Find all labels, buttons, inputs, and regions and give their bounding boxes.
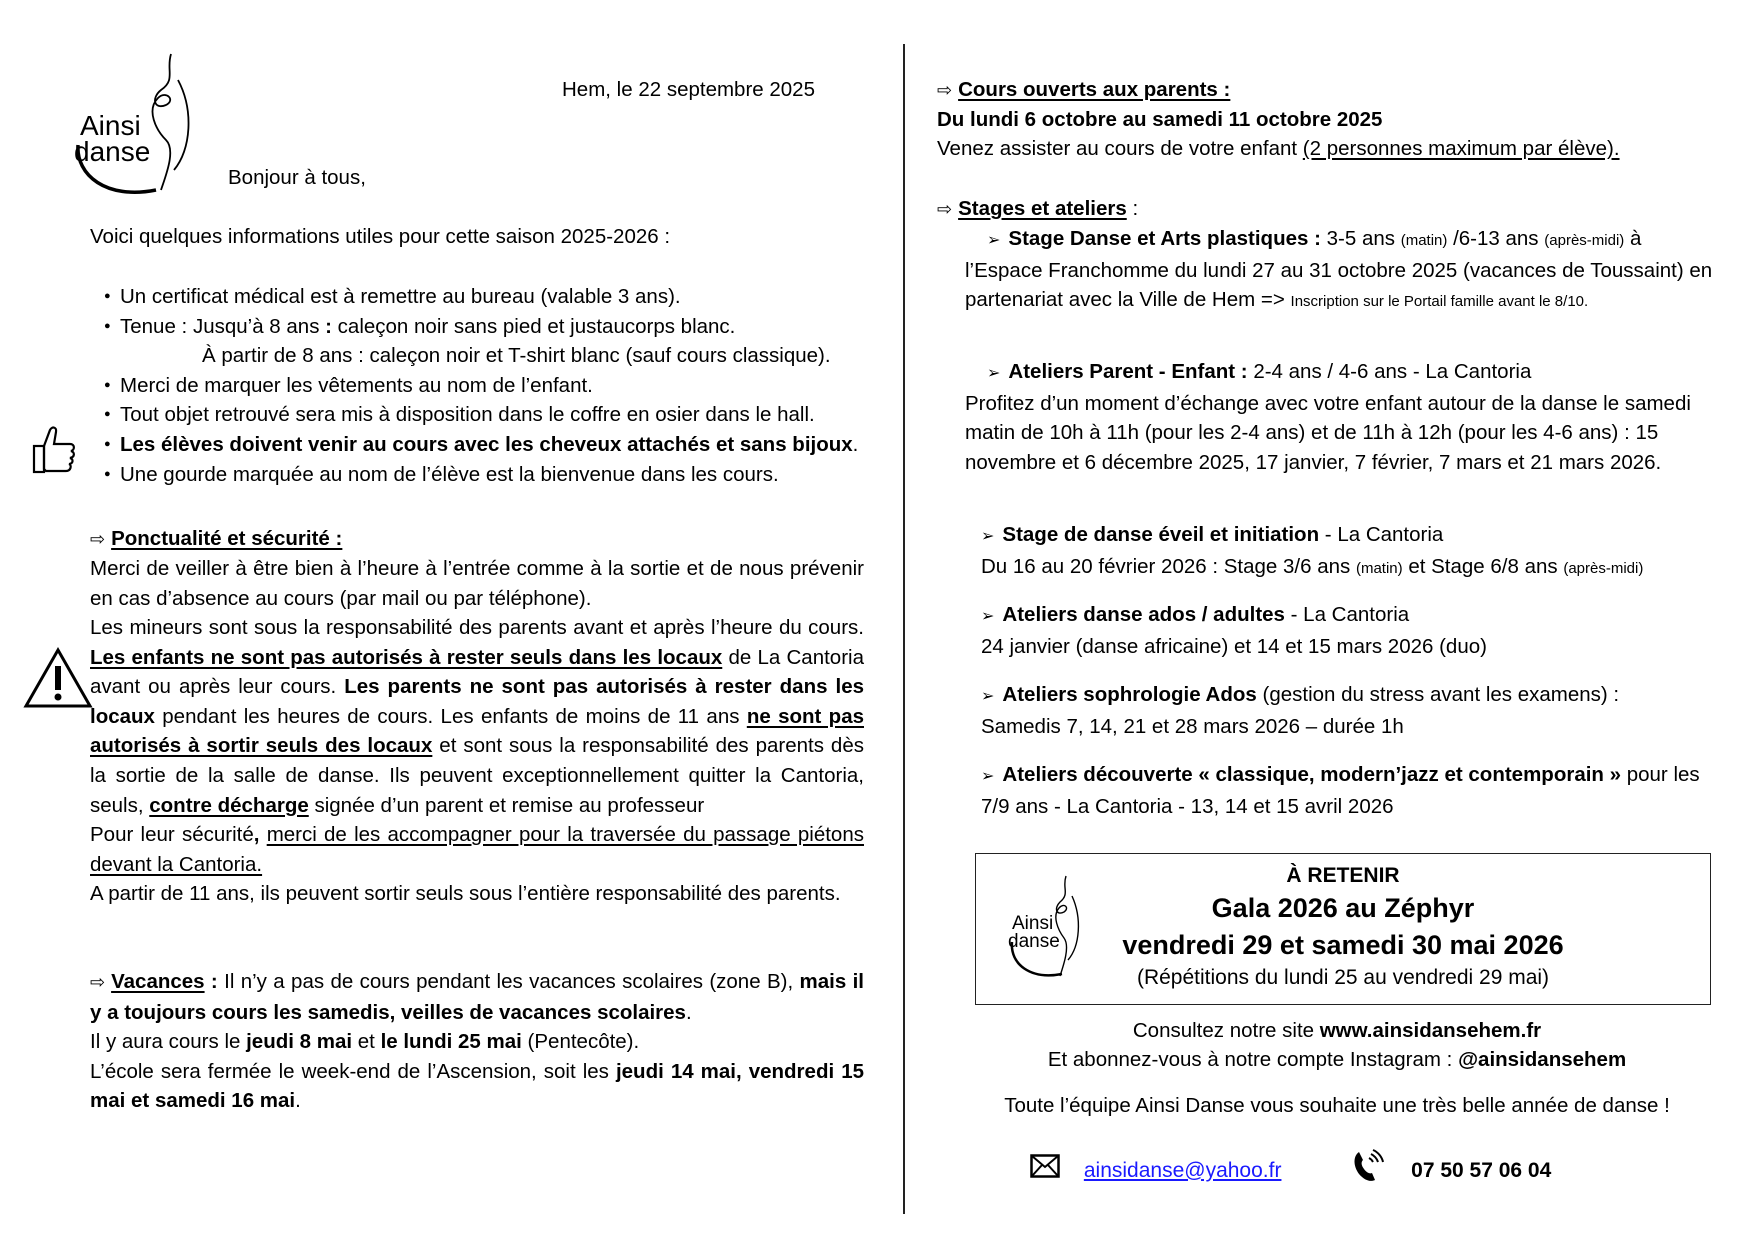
ateliers-sophrologie: ➢ Ateliers sophrologie Ados (gestion du stress avant les examens) : Samedis 7, 14, 21 et 28 mars 2026 – durée 1h — [981, 683, 1620, 738]
email-link[interactable]: ainsidanse@yahoo.fr — [1083, 1158, 1282, 1182]
cours-ouverts-dates: Du lundi 6 octobre au samedi 11 octobre 2025 — [937, 108, 1383, 131]
bullet-tenue-line2: À partir de 8 ans : caleçon noir et T-shirt blanc (sauf cours classique). — [202, 344, 831, 368]
stage-danse-arts: ➢ Stage Danse et Arts plastiques : 3-5 ans (matin) /6-13 ans (après-midi) à l’Espace Franchomme du lundi 27 au 31 octobre 2025 (vacances de Toussaint) en partenariat avec la Ville de Hem => Inscription sur le Portail famille avant le 8/10. — [965, 227, 1713, 312]
greeting: Bonjour à tous, — [228, 166, 366, 189]
footer-wishes: Toute l’équipe Ainsi Danse vous souhaite une très belle année de danse ! — [1004, 1094, 1670, 1117]
bullet-vetements: ● Merci de marquer les vêtements au nom de l’enfant. — [104, 371, 874, 401]
small-logo: Ainsi danse — [1004, 872, 1094, 982]
ateliers-parent-enfant: ➢ Ateliers Parent - Enfant : 2-4 ans / 4-6 ans - La Cantoria Profitez d’un moment d’échange avec votre enfant autour de la danse le samedi matin de 10h à 11h (pour les 2-4 ans) et de 11h à 12h (pour les 4-6 ans) : 15 novembre et 6 décembre 2025, 17 janvier, 7 février, 7 mars et 21 mars 2026. — [965, 360, 1691, 474]
letter-date: Hem, le 22 septembre 2025 — [562, 78, 815, 101]
vacances-section: ⇨ Vacances : Il n’y a pas de cours pendant les vacances scolaires (zone B), mais il y a toujours cours les samedis, veilles de vacances scolaires. Il y aura cours le jeudi 8 mai et le lundi 25 mai (Pentecôte). L’école sera fermée le week-end de l’Ascension, soit les jeudi 14 mai, vendredi 15 mai et samedi 16 mai. — [90, 970, 864, 1113]
logo-text-danse: danse — [74, 136, 151, 167]
warning-icon — [22, 646, 94, 715]
triangle-bullet-icon: ➢ — [981, 688, 995, 705]
stage-eveil-initiation: ➢ Stage de danse éveil et initiation - La Cantoria Du 16 au 20 février 2026 : Stage 3/6 ans (matin) et Stage 6/8 ans (après-midi) — [981, 523, 1644, 578]
cours-ouverts-text: Venez assister au cours de votre enfant (2 personnes maximum par élève). — [937, 137, 1620, 160]
envelope-icon — [1030, 1154, 1060, 1188]
triangle-bullet-icon: ➢ — [987, 365, 1001, 382]
arrow-icon: ⇨ — [90, 972, 106, 992]
column-divider — [903, 44, 905, 1214]
arrow-icon: ⇨ — [90, 529, 106, 549]
triangle-bullet-icon: ➢ — [987, 232, 1001, 249]
logo-text-ainsi: Ainsi — [80, 110, 141, 141]
gala-dates: vendredi 29 et samedi 30 mai 2026 — [1122, 930, 1564, 960]
phone-icon — [1351, 1148, 1385, 1194]
bullet-cheveux: ● Les élèves doivent venir au cours avec les cheveux attachés et sans bijoux. — [104, 430, 874, 460]
securite-p1: Merci de veiller à être bien à l’heure à l’entrée comme à la sortie et de nous prévenir en cas d’absence au cours (par mail ou par téléphone). — [90, 557, 864, 610]
instagram-handle[interactable]: @ainsidansehem — [1458, 1048, 1627, 1071]
thumbs-up-icon — [30, 424, 78, 481]
securite-heading: ⇨ Ponctualité et sécurité : — [90, 527, 343, 550]
ateliers-ados-adultes: ➢ Ateliers danse ados / adultes - La Cantoria 24 janvier (danse africaine) et 14 et 15 mars 2026 (duo) — [981, 603, 1487, 658]
bullet-objets: ● Tout objet retrouvé sera mis à disposition dans le coffre en osier dans le hall. — [104, 400, 874, 430]
intro-text: Voici quelques informations utiles pour cette saison 2025-2026 : — [90, 225, 671, 248]
triangle-bullet-icon: ➢ — [981, 768, 995, 785]
arrow-icon: ⇨ — [937, 80, 953, 100]
retenir-title: À RETENIR — [1286, 864, 1400, 887]
bullet-tenue: ● Tenue : Jusqu’à 8 ans : caleçon noir sans pied et justaucorps blanc. — [104, 312, 874, 342]
triangle-bullet-icon: ➢ — [981, 528, 995, 545]
bullet-certificat: ● Un certificat médical est à remettre au bureau (valable 3 ans). — [104, 282, 874, 312]
cours-ouverts-heading: ⇨ Cours ouverts aux parents : — [937, 78, 1231, 101]
ateliers-decouverte: ➢ Ateliers découverte « classique, modern’jazz et contemporain » pour les 7/9 ans - La Cantoria - 13, 14 et 15 avril 2026 — [981, 763, 1700, 818]
ainsi-danse-logo — [66, 50, 206, 200]
website-link[interactable]: www.ainsidansehem.fr — [1319, 1019, 1542, 1042]
footer-links: Consultez notre site www.ainsidansehem.fr Et abonnez-vous à notre compte Instagram : @ainsidansehem — [1047, 1019, 1627, 1071]
stages-heading: ⇨ Stages et ateliers : — [937, 197, 1139, 220]
securite-p2: Les mineurs sont sous la responsabilité des parents avant et après l’heure du cours. Les enfants ne sont pas autorisés à rester seuls dans les locaux de La Cantoria avant ou après leur cours. Les parents ne sont pas autorisés à rester dans les locaux pendant les heures de cours. Les enfants de moins de 11 ans ne sont pas autorisés à sortir seuls des locaux et sont sous la responsabilité des parents dès la sortie de la salle de danse. Ils peuvent exceptionnellement quitter la Cantoria, seuls, contre décharge signée d’un parent et remise au professeur Pour leur sécurité, merci de les accompagner pour la traversée du passage piétons devant la Cantoria. A partir de 11 ans, ils peuvent sortir seuls sous l’entière responsabilité des parents. — [90, 616, 864, 906]
contact-row — [1030, 1148, 1551, 1194]
repetitions-text: (Répétitions du lundi 25 au vendredi 29 mai) — [1136, 966, 1550, 989]
bullet-gourde: ● Une gourde marquée au nom de l’élève est la bienvenue dans les cours. — [104, 460, 874, 490]
triangle-bullet-icon: ➢ — [981, 608, 995, 625]
gala-title: Gala 2026 au Zéphyr — [1211, 893, 1475, 923]
arrow-icon: ⇨ — [937, 199, 953, 219]
info-bullets — [104, 282, 874, 489]
phone-number[interactable]: 07 50 57 06 04 — [1411, 1158, 1552, 1182]
a-retenir-box — [975, 853, 1711, 1005]
